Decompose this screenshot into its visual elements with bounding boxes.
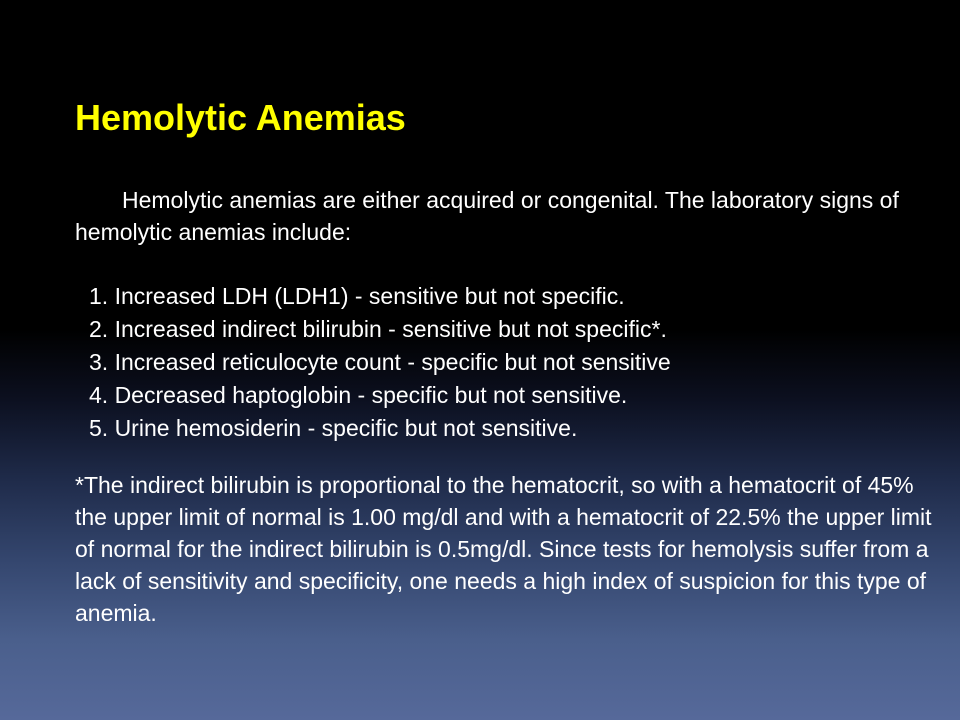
list-item: 4. Decreased haptoglobin - specific but not sensitive. [89, 382, 628, 408]
list-item: 2. Increased indirect bilirubin - sensitive but not specific*. [89, 316, 667, 342]
list-item: 3. Increased reticulocyte count - specific but not sensitive [89, 349, 671, 375]
intro-paragraph: Hemolytic anemias are either acquired or congenital. The laboratory signs of hemolytic anemias include: [75, 187, 899, 245]
slide-title: Hemolytic Anemias [75, 97, 406, 138]
footnote-paragraph: *The indirect bilirubin is proportional to the hematocrit, so with a hematocrit of 45% the upper limit of normal is 1.00 mg/dl and with a hematocrit of 22.5% the upper limit of normal for the indirect bilirubin is 0.5mg/dl. Since tests for hemolysis suffer from a lack of sensitivity and specificity, one needs a high index of suspicion for this type of anemia. [75, 472, 932, 626]
lab-signs-list [89, 280, 671, 445]
list-item: 1. Increased LDH (LDH1) - sensitive but not specific. [89, 283, 625, 309]
list-item: 5. Urine hemosiderin - specific but not sensitive. [89, 415, 578, 441]
